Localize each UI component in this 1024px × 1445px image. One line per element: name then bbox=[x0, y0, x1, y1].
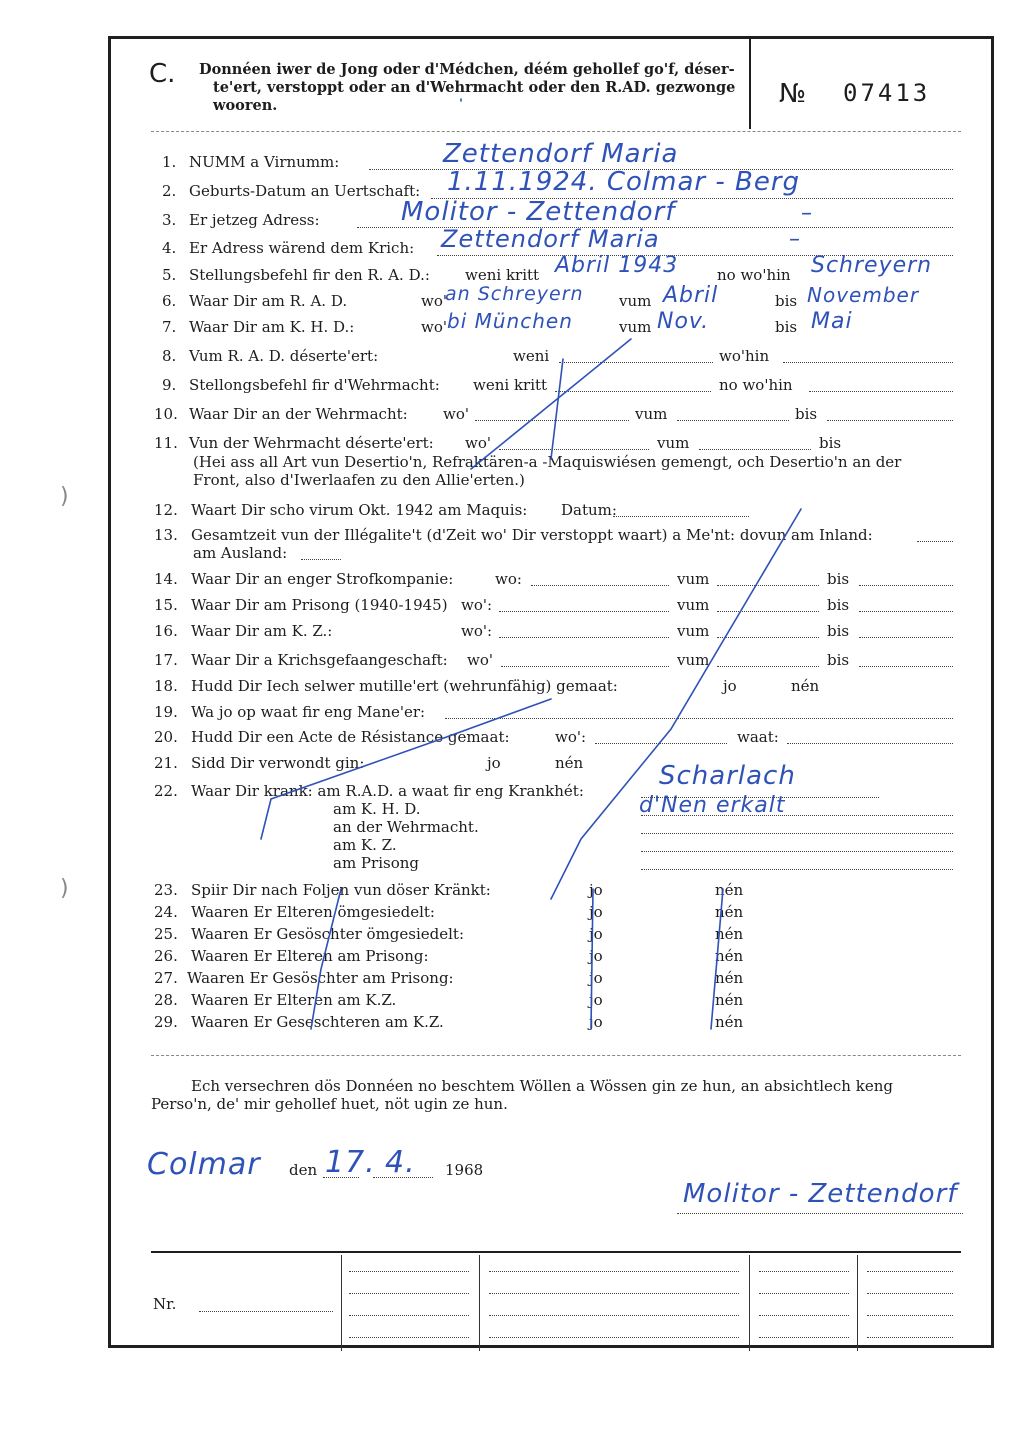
q24-nen[interactable]: nén bbox=[715, 903, 744, 921]
q22-handwritten-1: Scharlach bbox=[659, 761, 796, 791]
q3-number: 3. bbox=[162, 211, 177, 229]
q10-wo-label: wo' bbox=[443, 405, 469, 423]
punch-mark-bottom: ) bbox=[60, 876, 69, 901]
q12-number: 12. bbox=[154, 501, 178, 519]
q4-label: Er Adress wärend dem Krich: bbox=[189, 239, 415, 257]
q17-wo-label: wo' bbox=[467, 651, 493, 669]
q15-label: Waar Dir am Prisong (1940-1945) bbox=[191, 596, 448, 614]
q18-label: Hudd Dir Iech selwer mutille'ert (wehrunfähig) gemaat: bbox=[191, 677, 618, 695]
q14-bis-label: bis bbox=[827, 570, 850, 588]
section-title-3: wooren. bbox=[213, 97, 278, 114]
q19-number: 19. bbox=[154, 703, 178, 721]
q5-weni-label: weni kritt bbox=[465, 266, 540, 284]
footer-cell-3a[interactable] bbox=[759, 1271, 849, 1272]
strike-stroke-5 bbox=[311, 889, 341, 1029]
questions-separator bbox=[151, 1055, 961, 1056]
q17-number: 17. bbox=[154, 651, 178, 669]
q26-number: 26. bbox=[154, 947, 178, 965]
footer-cell-1d[interactable] bbox=[349, 1337, 469, 1338]
footer-col-1 bbox=[341, 1255, 342, 1351]
q28-nen[interactable]: nén bbox=[715, 991, 744, 1009]
q2-number: 2. bbox=[162, 182, 177, 200]
declaration-line-1: Ech versechren dös Donnéen no beschtem Wöllen a Wössen gin ze hun, an absichtlech keng bbox=[191, 1077, 893, 1095]
q22-number: 22. bbox=[154, 782, 178, 800]
q14-number: 14. bbox=[154, 570, 178, 588]
footer-col-3 bbox=[749, 1255, 750, 1351]
q12-label: Waart Dir scho virum Okt. 1942 am Maquis: bbox=[191, 501, 528, 519]
q25-jo[interactable]: jo bbox=[589, 925, 603, 943]
q27-label: Waaren Er Gesöschter am Prisong: bbox=[187, 969, 454, 987]
footer-cell-2b[interactable] bbox=[489, 1293, 739, 1294]
strike-stroke-7 bbox=[711, 889, 723, 1029]
q18-number: 18. bbox=[154, 677, 178, 695]
footer-nr-label: Nr. bbox=[153, 1295, 177, 1313]
signature-den: den bbox=[289, 1161, 318, 1179]
strike-stroke-4 bbox=[261, 699, 551, 839]
q16-vum-label: vum bbox=[677, 622, 710, 640]
q3-handwritten-extra: – bbox=[801, 201, 813, 226]
strike-stroke-3 bbox=[551, 509, 801, 899]
q22-sub-wehrmacht: an der Wehrmacht. bbox=[333, 818, 479, 836]
q6-label: Waar Dir am R. A. D. bbox=[189, 292, 348, 310]
signature-month: 4. bbox=[385, 1145, 416, 1180]
q13-label: Gesamtzeit vun der Illégalite't (d'Zeit wo' Dir verstoppt waart) a Me'nt: dovun am Inland: bbox=[191, 526, 873, 544]
q14-wo-label: wo: bbox=[495, 570, 522, 588]
q23-label: Spiir Dir nach Foljen vun döser Kränkt: bbox=[191, 881, 491, 899]
q15-vum-label: vum bbox=[677, 596, 710, 614]
signature-name: Molitor - Zettendorf bbox=[683, 1179, 958, 1209]
q21-nen[interactable]: nén bbox=[555, 754, 584, 772]
q9-number: 9. bbox=[162, 376, 177, 394]
q4-handwritten-extra: – bbox=[789, 227, 801, 252]
footer-col-2 bbox=[479, 1255, 480, 1351]
number-symbol: № bbox=[779, 79, 807, 109]
q27-jo[interactable]: jo bbox=[589, 969, 603, 987]
q7-label: Waar Dir am K. H. D.: bbox=[189, 318, 355, 336]
q8-wohin-label: wo'hin bbox=[719, 347, 770, 365]
q11-note-1: (Hei ass all Art vun Desertio'n, Refraktären-a -Maquiswiésen gemengt, och Desertio'n an der bbox=[193, 453, 902, 471]
q3-label: Er jetzeg Adress: bbox=[189, 211, 320, 229]
q6-wo-handwritten: an Schreyern bbox=[445, 283, 584, 305]
q17-bis-label: bis bbox=[827, 651, 850, 669]
q2-label: Geburts-Datum an Uertschaft: bbox=[189, 182, 421, 200]
q23-number: 23. bbox=[154, 881, 178, 899]
footer-cell-3d[interactable] bbox=[759, 1337, 849, 1338]
q28-number: 28. bbox=[154, 991, 178, 1009]
q11-wo-label: wo' bbox=[465, 434, 491, 452]
q20-label: Hudd Dir een Acte de Résistance gemaat: bbox=[191, 728, 510, 746]
q18-nen[interactable]: nén bbox=[791, 677, 820, 695]
q17-label: Waar Dir a Krichsgefaangeschaft: bbox=[191, 651, 448, 669]
footer-cell-2c[interactable] bbox=[489, 1315, 739, 1316]
q10-vum-label: vum bbox=[635, 405, 668, 423]
signature-field[interactable] bbox=[677, 1213, 963, 1214]
q11-vum-label: vum bbox=[657, 434, 690, 452]
q25-number: 25. bbox=[154, 925, 178, 943]
q23-nen[interactable]: nén bbox=[715, 881, 744, 899]
q11-label: Vun der Wehrmacht déserte'ert: bbox=[189, 434, 434, 452]
q6-vum-label: vum bbox=[619, 292, 652, 310]
q29-jo[interactable]: jo bbox=[589, 1013, 603, 1031]
q16-bis-label: bis bbox=[827, 622, 850, 640]
punch-mark-top: ) bbox=[60, 484, 69, 509]
q15-wo-label: wo': bbox=[461, 596, 493, 614]
q25-nen[interactable]: nén bbox=[715, 925, 744, 943]
q12-datum-label: Datum: bbox=[561, 501, 617, 519]
q5-wohin-handwritten: Schreyern bbox=[811, 253, 933, 278]
q20-wo-label: wo': bbox=[555, 728, 587, 746]
q22-label: Waar Dir krank: am R.A.D. a waat fir eng Krankhét: bbox=[191, 782, 584, 800]
strike-stroke-2 bbox=[551, 359, 563, 459]
q10-label: Waar Dir an der Wehrmacht: bbox=[189, 405, 408, 423]
q29-label: Waaren Er Geseschteren am K.Z. bbox=[191, 1013, 444, 1031]
footer-top-rule bbox=[151, 1251, 961, 1253]
q10-number: 10. bbox=[154, 405, 178, 423]
q6-wo-label: wo' bbox=[421, 292, 447, 310]
q7-vum-handwritten: Nov. bbox=[657, 309, 710, 334]
strike-stroke-1 bbox=[471, 339, 631, 469]
q11-bis-label: bis bbox=[819, 434, 842, 452]
q27-nen[interactable]: nén bbox=[715, 969, 744, 987]
q10-bis-label: bis bbox=[795, 405, 818, 423]
q22-sub-khd: am K. H. D. bbox=[333, 800, 421, 818]
q5-weni-handwritten: Abril 1943 bbox=[555, 253, 679, 278]
section-title-2: te'ert, verstoppt oder an d'Wehrmacht oder den R.AD. gezwonge bbox=[213, 79, 736, 96]
pen-strokes bbox=[111, 39, 991, 1049]
q7-bis-handwritten: Mai bbox=[811, 309, 853, 334]
form-sheet bbox=[108, 36, 994, 1348]
q24-label: Waaren Er Elteren ömgesiedelt: bbox=[191, 903, 435, 921]
q16-label: Waar Dir am K. Z.: bbox=[191, 622, 333, 640]
q16-wo-label: wo': bbox=[461, 622, 493, 640]
q6-bis-label: bis bbox=[775, 292, 798, 310]
q26-jo[interactable]: jo bbox=[589, 947, 603, 965]
q8-weni-label: weni bbox=[513, 347, 550, 365]
footer-cell-1b[interactable] bbox=[349, 1293, 469, 1294]
q5-number: 5. bbox=[162, 266, 177, 284]
footer-cell-1c[interactable] bbox=[349, 1315, 469, 1316]
q22-sub-prisong: am Prisong bbox=[333, 854, 419, 872]
footer-cell-3c[interactable] bbox=[759, 1315, 849, 1316]
q7-bis-label: bis bbox=[775, 318, 798, 336]
q8-number: 8. bbox=[162, 347, 177, 365]
q28-jo[interactable]: jo bbox=[589, 991, 603, 1009]
q16-number: 16. bbox=[154, 622, 178, 640]
q7-number: 7. bbox=[162, 318, 177, 336]
section-letter: C. bbox=[149, 59, 176, 89]
q25-label: Waaren Er Gesöschter ömgesiedelt: bbox=[191, 925, 465, 943]
q14-vum-label: vum bbox=[677, 570, 710, 588]
q15-bis-label: bis bbox=[827, 596, 850, 614]
signature-year: 1968 bbox=[445, 1161, 484, 1179]
declaration-line-2: Perso'n, de' mir gehollef huet, nöt ugin ze hun. bbox=[151, 1095, 508, 1113]
q11-number: 11. bbox=[154, 434, 178, 452]
q8-label: Vum R. A. D. déserte'ert: bbox=[189, 347, 379, 365]
q20-waat-label: waat: bbox=[737, 728, 779, 746]
footer-cell-4b[interactable] bbox=[867, 1293, 953, 1294]
q23-jo[interactable]: jo bbox=[589, 881, 603, 899]
q5-label: Stellungsbefehl fir den R. A. D.: bbox=[189, 266, 430, 284]
q6-bis-handwritten: November bbox=[807, 283, 920, 307]
q19-label: Wa jo op waat fir eng Mane'er: bbox=[191, 703, 426, 721]
footer-nr-field[interactable] bbox=[199, 1311, 333, 1312]
signature-place: Colmar bbox=[147, 1147, 261, 1182]
q28-label: Waaren Er Elteren am K.Z. bbox=[191, 991, 397, 1009]
q3-handwritten: Molitor - Zettendorf bbox=[401, 197, 676, 227]
section-title-1: Donnéen iwer de Jong oder d'Médchen, déém gehollef go'f, déser- bbox=[199, 61, 735, 78]
footer-cell-4a[interactable] bbox=[867, 1271, 953, 1272]
signature-day: 17. bbox=[325, 1145, 376, 1180]
form-number: 07413 bbox=[843, 79, 931, 107]
q4-number: 4. bbox=[162, 239, 177, 257]
q9-weni-label: weni kritt bbox=[473, 376, 548, 394]
q26-nen[interactable]: nén bbox=[715, 947, 744, 965]
q13-ausland-label: am Ausland: bbox=[193, 544, 288, 562]
footer-col-4 bbox=[857, 1255, 858, 1351]
q20-number: 20. bbox=[154, 728, 178, 746]
q14-label: Waar Dir an enger Strofkompanie: bbox=[191, 570, 454, 588]
q1-label: NUMM a Virnumm: bbox=[189, 153, 340, 171]
q9-wohin-label: no wo'hin bbox=[719, 376, 793, 394]
q7-wo-handwritten: bi München bbox=[447, 309, 573, 333]
q1-number: 1. bbox=[162, 153, 177, 171]
q21-jo[interactable]: jo bbox=[487, 754, 501, 772]
q13-number: 13. bbox=[154, 526, 178, 544]
q7-vum-label: vum bbox=[619, 318, 652, 336]
q4-handwritten: Zettendorf Maria bbox=[441, 225, 660, 253]
q22-sub-kz: am K. Z. bbox=[333, 836, 397, 854]
q17-vum-label: vum bbox=[677, 651, 710, 669]
q7-wo-label: wo' bbox=[421, 318, 447, 336]
q6-vum-handwritten: Abril bbox=[663, 283, 719, 308]
q26-label: Waaren Er Elteren am Prisong: bbox=[191, 947, 429, 965]
q1-handwritten: Zettendorf Maria bbox=[443, 139, 679, 169]
q21-label: Sidd Dir verwondt gin: bbox=[191, 754, 365, 772]
q22-handwritten-2: d'Nen erkalt bbox=[639, 793, 786, 818]
footer-cell-1a[interactable] bbox=[349, 1271, 469, 1272]
q15-number: 15. bbox=[154, 596, 178, 614]
q11-note-2: Front, also d'Iwerlaafen zu den Allie'erten.) bbox=[193, 471, 525, 489]
footer-cell-4c[interactable] bbox=[867, 1315, 953, 1316]
q2-handwritten: 1.11.1924. Colmar - Berg bbox=[447, 167, 801, 197]
q24-number: 24. bbox=[154, 903, 178, 921]
q21-number: 21. bbox=[154, 754, 178, 772]
q27-number: 27. bbox=[154, 969, 178, 987]
q29-nen[interactable]: nén bbox=[715, 1013, 744, 1031]
strike-stroke-6 bbox=[591, 889, 593, 1029]
q5-wohin-label: no wo'hin bbox=[717, 266, 791, 284]
footer-cell-2d[interactable] bbox=[489, 1337, 739, 1338]
q9-label: Stellongsbefehl fir d'Wehrmacht: bbox=[189, 376, 440, 394]
footer-cell-2a[interactable] bbox=[489, 1271, 739, 1272]
footer-cell-4d[interactable] bbox=[867, 1337, 953, 1338]
q18-jo[interactable]: jo bbox=[723, 677, 737, 695]
q6-number: 6. bbox=[162, 292, 177, 310]
footer-cell-3b[interactable] bbox=[759, 1293, 849, 1294]
q24-jo[interactable]: jo bbox=[589, 903, 603, 921]
q29-number: 29. bbox=[154, 1013, 178, 1031]
